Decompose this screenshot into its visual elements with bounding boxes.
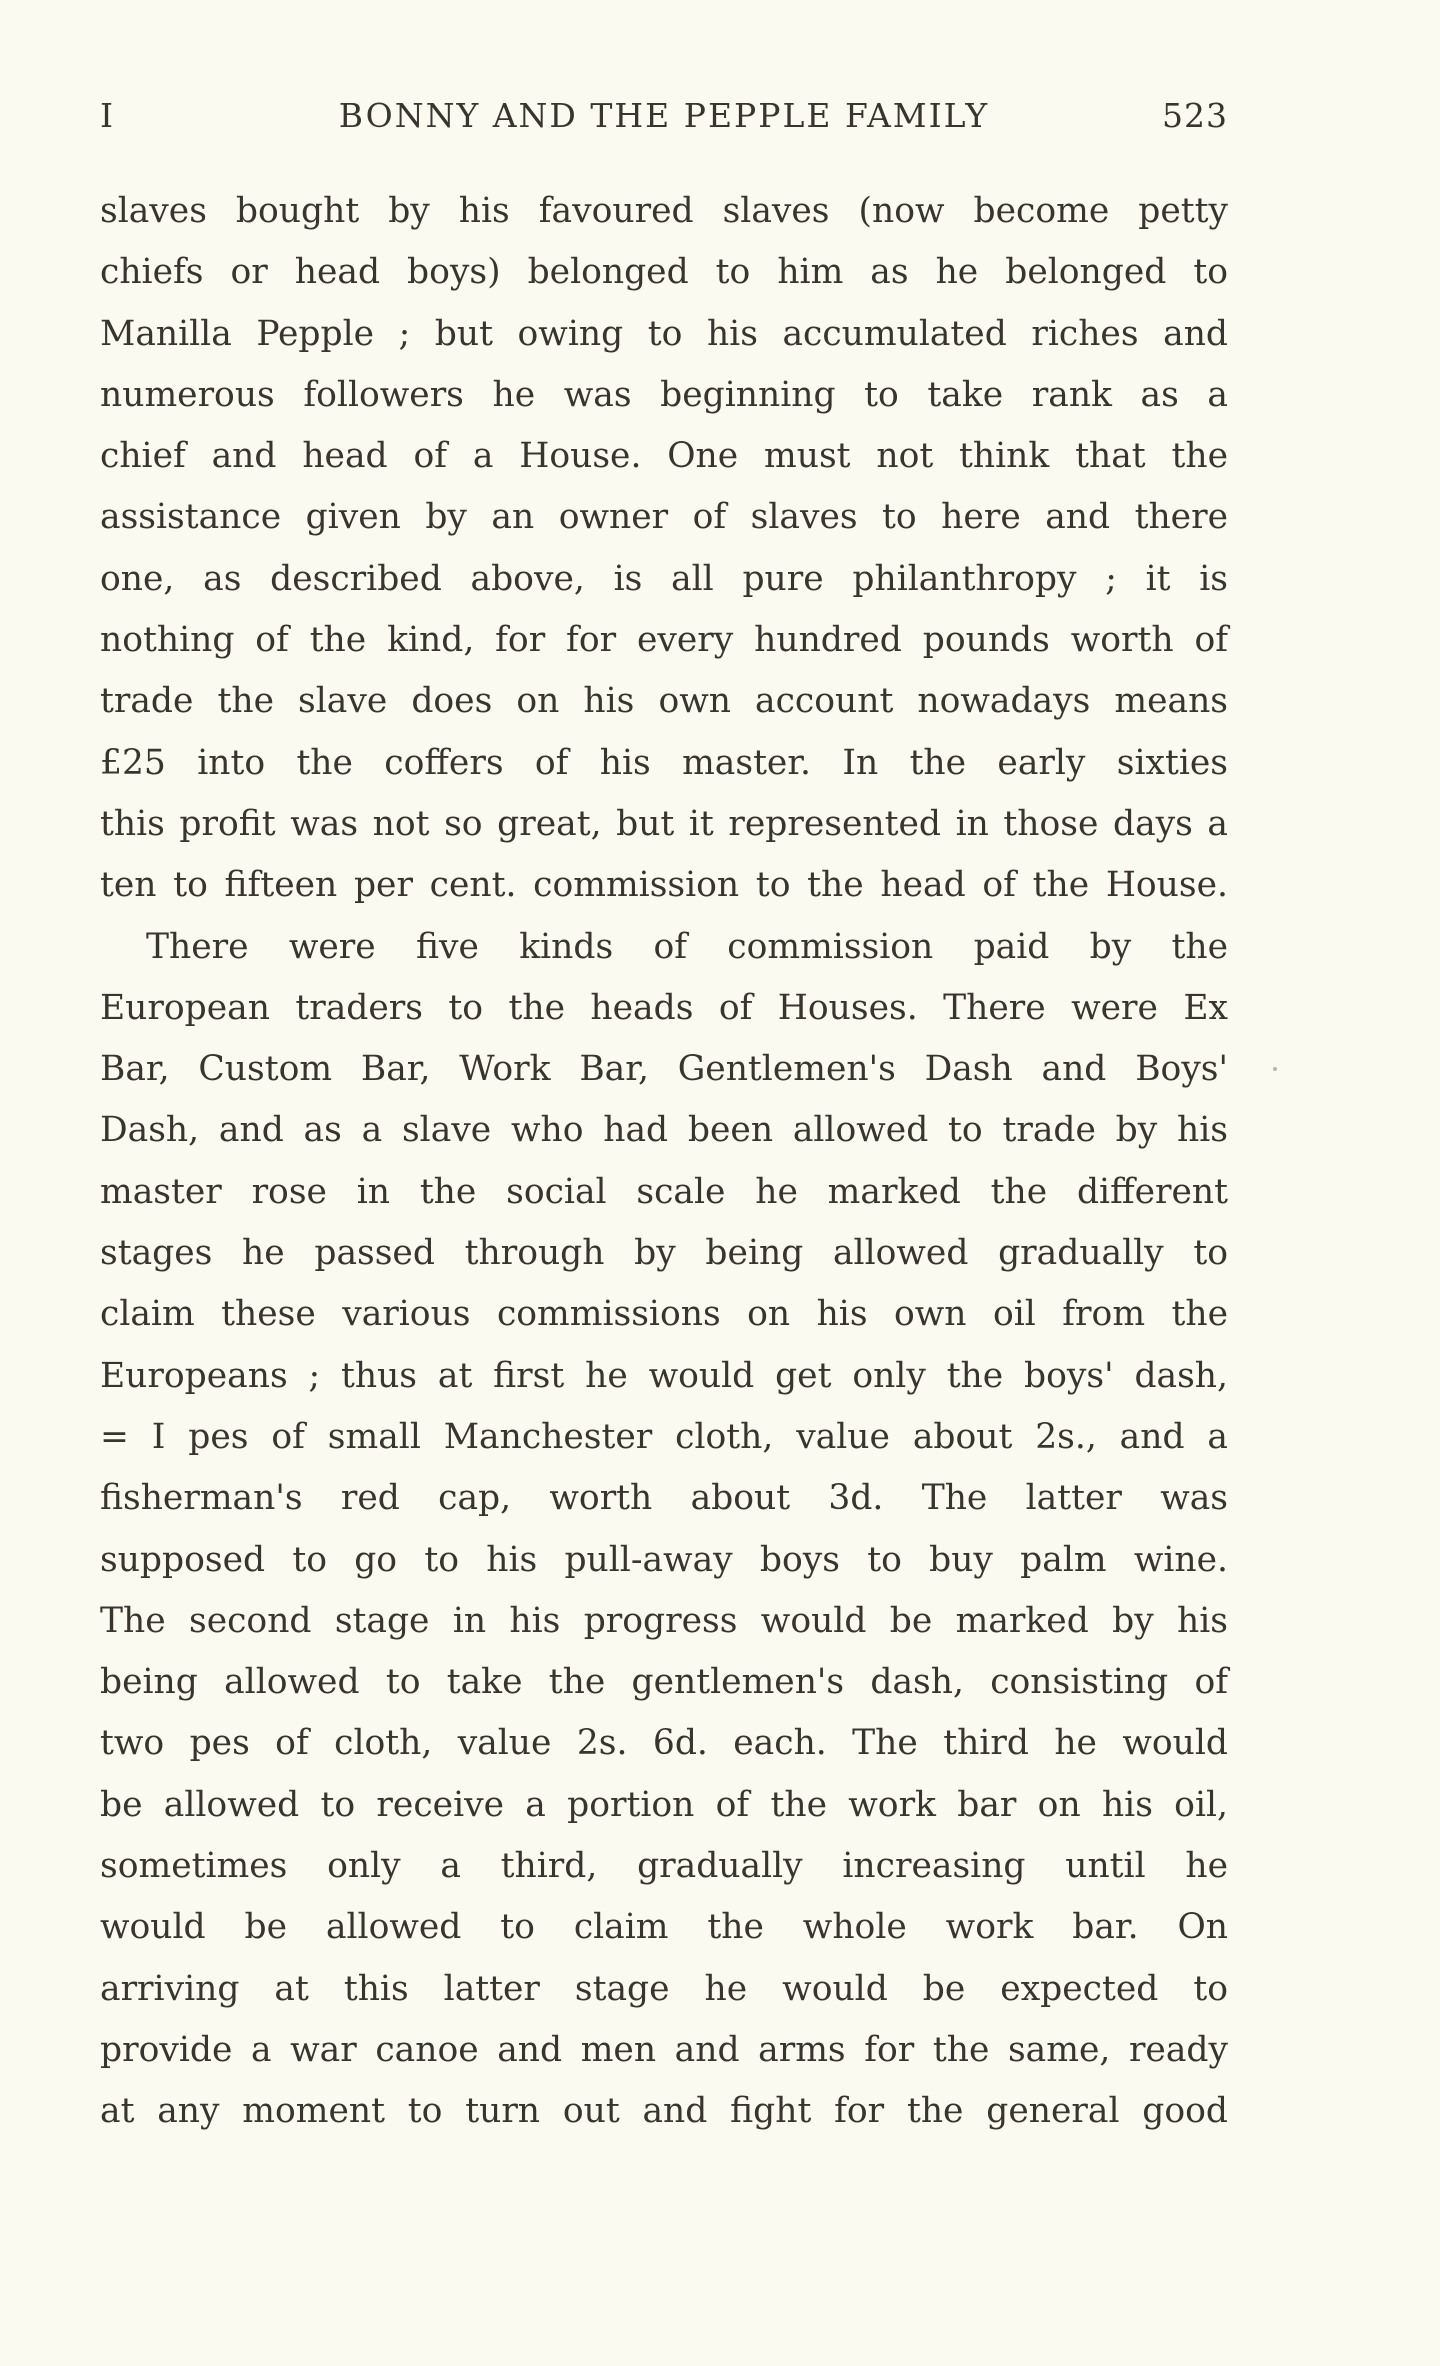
text-line: numerous followers he was beginning to take rank as a — [100, 374, 1228, 415]
text-line: fisherman's red cap, worth about 3d. The latter was — [100, 1478, 1228, 1519]
text-line: £25 into the coffers of his master. In the early sixties — [100, 742, 1228, 783]
text-line: The second stage in his progress would be marked by his — [100, 1600, 1228, 1641]
text-line: assistance given by an owner of slaves to here and there — [100, 497, 1228, 538]
running-title: BONNY AND THE PEPPLE FAMILY — [338, 96, 990, 135]
text-line: two pes of cloth, value 2s. 6d. each. The third he would — [100, 1723, 1228, 1764]
text-line: chief and head of a House. One must not think that the — [100, 436, 1228, 477]
text-line: master rose in the social scale he marked the different — [100, 1171, 1228, 1212]
margin-speck — [1273, 1067, 1277, 1071]
text-line: sometimes only a third, gradually increasing until he — [100, 1846, 1228, 1887]
text-line: would be allowed to claim the whole work bar. On — [100, 1907, 1228, 1948]
running-head — [100, 96, 1228, 146]
text-line: provide a war canoe and men and arms for the same, ready — [100, 2029, 1228, 2070]
text-line: arriving at this latter stage he would be expected to — [100, 1968, 1228, 2009]
body-text — [100, 181, 1228, 2143]
text-line: be allowed to receive a portion of the work bar on his oil, — [100, 1784, 1228, 1825]
text-line: one, as described above, is all pure philanthropy ; it is — [100, 558, 1228, 599]
text-line: slaves bought by his favoured slaves (now become petty — [100, 191, 1228, 231]
text-line: being allowed to take the gentlemen's dash, consisting of — [100, 1662, 1228, 1703]
text-line: chiefs or head boys) belonged to him as he belonged to — [100, 252, 1228, 293]
text-line: European traders to the heads of Houses. There were Ex — [100, 987, 1228, 1028]
chapter-number: I — [100, 96, 115, 135]
text-line: this profit was not so great, but it represented in those days a — [100, 803, 1228, 844]
text-line: Europeans ; thus at first he would get only the boys' dash, — [100, 1355, 1228, 1396]
text-line: ten to fifteen per cent. commission to the head of the House. — [100, 865, 1228, 906]
page-number: 523 — [1162, 96, 1228, 135]
text-line: supposed to go to his pull-away boys to buy palm wine. — [100, 1539, 1228, 1580]
text-line: stages he passed through by being allowed gradually to — [100, 1233, 1228, 1274]
text-line: nothing of the kind, for for every hundred pounds worth of — [100, 620, 1228, 661]
text-line: trade the slave does on his own account nowadays means — [100, 681, 1228, 722]
text-line: Dash, and as a slave who had been allowed to trade by his — [100, 1110, 1228, 1151]
text-line: Manilla Pepple ; but owing to his accumulated riches and — [100, 313, 1228, 354]
text-line: Bar, Custom Bar, Work Bar, Gentlemen's Dash and Boys' — [100, 1049, 1228, 1090]
text-line: at any moment to turn out and fight for the general good — [100, 2091, 1228, 2132]
text-line: claim these various commissions on his own oil from the — [100, 1294, 1228, 1335]
text-line: = I pes of small Manchester cloth, value about 2s., and a — [100, 1416, 1228, 1457]
paragraph-first-line: There were five kinds of commission paid by the — [146, 926, 1228, 967]
